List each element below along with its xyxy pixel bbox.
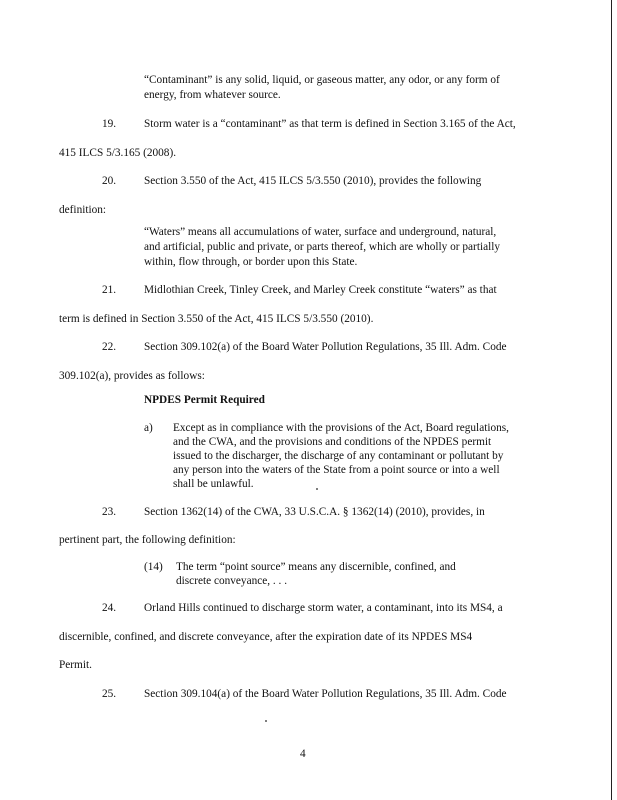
- paragraph-20-number: 20.: [102, 175, 117, 187]
- paragraph-25-text: Section 309.104(a) of the Board Water Pollution Regulations, 35 Ill. Adm. Code: [144, 688, 507, 700]
- npdes-line-1: Except as in compliance with the provisions of the Act, Board regulations,: [173, 422, 510, 434]
- paragraph-22-continuation: 309.102(a), provides as follows:: [59, 370, 205, 382]
- paragraph-20-continuation: definition:: [59, 204, 107, 216]
- scan-speck: [265, 720, 267, 722]
- npdes-line-4: any person into the waters of the State from a point source or into a well: [173, 464, 500, 476]
- quote-waters-line-2: and artificial, public and private, or parts thereof, which are wholly or partially: [144, 241, 501, 253]
- npdes-subsection-label: a): [144, 422, 153, 434]
- paragraph-19-continuation: 415 ILCS 5/3.165 (2008).: [59, 147, 177, 159]
- paragraph-19-text: Storm water is a “contaminant” as that term is defined in Section 3.165 of the Act,: [144, 118, 516, 130]
- scan-edge-line: [611, 0, 612, 800]
- paragraph-24-continuation-1: discernible, confined, and discrete conveyance, after the expiration date of its NPDES MS4: [59, 631, 473, 643]
- paragraph-24-number: 24.: [102, 602, 117, 614]
- paragraph-22-text: Section 309.102(a) of the Board Water Pollution Regulations, 35 Ill. Adm. Code: [144, 341, 507, 353]
- npdes-line-2: and the CWA, and the provisions and conditions of the NPDES permit: [173, 436, 492, 448]
- npdes-line-5: shall be unlawful.: [173, 478, 254, 490]
- paragraph-19-number: 19.: [102, 118, 117, 130]
- npdes-heading: NPDES Permit Required: [144, 394, 265, 406]
- scan-speck: [316, 488, 318, 490]
- quote-waters-line-3: within, flow through, or border upon this State.: [144, 256, 358, 268]
- paragraph-21-continuation: term is defined in Section 3.550 of the Act, 415 ILCS 5/3.550 (2010).: [59, 313, 374, 325]
- npdes-line-3: issued to the discharger, the discharge of any contaminant or pollutant by: [173, 450, 504, 462]
- point-source-label: (14): [144, 561, 163, 573]
- paragraph-20-text: Section 3.550 of the Act, 415 ILCS 5/3.550 (2010), provides the following: [144, 175, 482, 187]
- quote-contaminant-line-1: “Contaminant” is any solid, liquid, or gaseous matter, any odor, or any form of: [144, 74, 500, 86]
- point-source-line-1: The term “point source” means any discernible, confined, and: [176, 561, 456, 573]
- paragraph-23-text: Section 1362(14) of the CWA, 33 U.S.C.A. § 1362(14) (2010), provides, in: [144, 506, 485, 518]
- quote-waters-line-1: “Waters” means all accumulations of water, surface and underground, natural,: [144, 226, 497, 238]
- paragraph-25-number: 25.: [102, 688, 117, 700]
- paragraph-24-continuation-2: Permit.: [59, 659, 92, 671]
- paragraph-23-continuation: pertinent part, the following definition:: [59, 534, 236, 546]
- paragraph-24-text: Orland Hills continued to discharge storm water, a contaminant, into its MS4, a: [144, 602, 503, 614]
- paragraph-21-number: 21.: [102, 284, 117, 296]
- quote-contaminant-line-2: energy, from whatever source.: [144, 89, 281, 101]
- paragraph-23-number: 23.: [102, 506, 117, 518]
- page-number: 4: [300, 748, 306, 760]
- paragraph-21-text: Midlothian Creek, Tinley Creek, and Marley Creek constitute “waters” as that: [144, 284, 497, 296]
- point-source-line-2: discrete conveyance, . . .: [176, 575, 288, 587]
- paragraph-22-number: 22.: [102, 341, 117, 353]
